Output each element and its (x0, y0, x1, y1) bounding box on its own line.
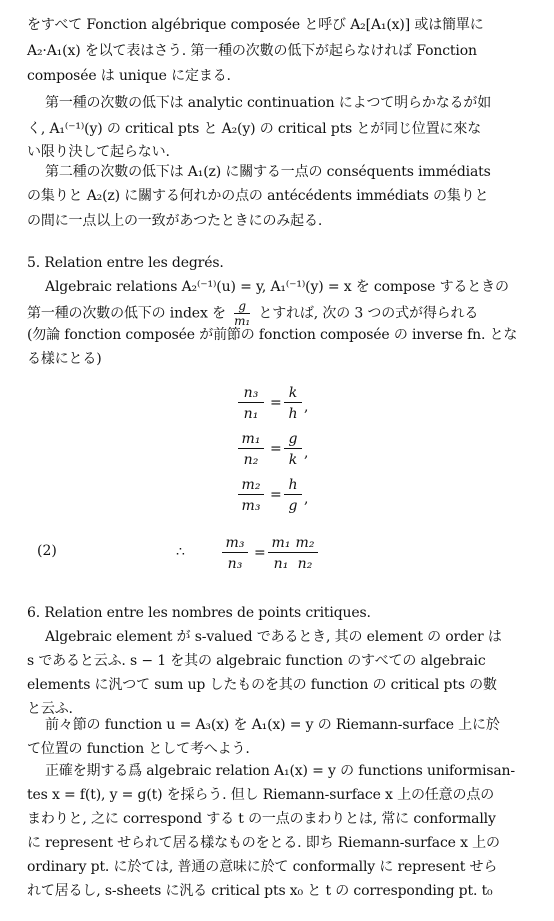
equals-sign: = (254, 545, 266, 561)
fraction (268, 534, 294, 572)
equation-2-labeled (0, 534, 554, 574)
fraction (238, 430, 264, 468)
text-line: Algebraic element が s-valued であるとき, 其の element の order は (45, 629, 502, 645)
fraction-numerator: g (238, 299, 246, 313)
text-line-with-fraction (27, 300, 478, 327)
fraction (222, 534, 248, 572)
fraction-bar (238, 494, 264, 495)
fraction-bar (238, 448, 264, 449)
text-line: composée は unique に定まる. (27, 68, 231, 84)
text-segment: 第一種の次數の低下の index を (27, 305, 226, 322)
fraction (284, 430, 302, 468)
fraction-bar (284, 494, 302, 495)
equation-number: (2) (37, 543, 57, 559)
text-line: まわりと, 之に correspond する t の一点のまわりとは, 常に conformally (27, 811, 496, 827)
fraction-denominator: k (288, 452, 298, 468)
text-line: s であると云ふ. s − 1 を其の algebraic function のすべての algebraic (27, 653, 486, 669)
fraction (292, 534, 318, 572)
index-fraction (234, 300, 250, 327)
text-line: て位置の function として考へよう. (27, 741, 250, 757)
fraction-denominator: n₁ (273, 556, 289, 572)
fraction-numerator: m₂ (295, 535, 315, 551)
fraction (238, 384, 264, 422)
text-line: る樣にとる) (27, 351, 102, 367)
fraction-numerator: n₃ (243, 385, 259, 401)
fraction (284, 384, 302, 422)
fraction-denominator: n₂ (243, 452, 259, 468)
fraction-numerator: m₁ (271, 535, 291, 551)
text-line: に represent せられて居る樣なものをとる. 即ち Riemann-surface x 上の (27, 835, 500, 851)
text-line: Algebraic relations A₂⁽⁻¹⁾(u) = y, A₁⁽⁻¹⁾(y) = x を compose するときの (45, 279, 509, 295)
fraction-numerator: m₃ (225, 535, 245, 551)
fraction-numerator: m₁ (241, 431, 261, 447)
equals-sign: = (270, 487, 282, 503)
text-line: 前々節の function u = A₃(x) を A₁(x) = y の Riemann-surface 上に於 (45, 717, 500, 733)
fraction-denominator: m₃ (241, 498, 261, 514)
comma: , (304, 491, 309, 507)
text-line: elements に汎つて sum up したものを其の function の critical pts の數 (27, 677, 497, 693)
text-line: 第二種の次數の低下は A₁(z) に關する一点の conséquents immédiats (45, 164, 491, 180)
fraction-numerator: k (288, 385, 298, 401)
fraction-denominator: n₁ (243, 406, 259, 422)
fraction-bar (284, 402, 302, 403)
fraction-bar (222, 552, 248, 553)
text-line: ordinary pt. に於ては, 普通の意味に於て conformally に represent せら (27, 859, 498, 875)
fraction-bar (238, 402, 264, 403)
equals-sign: = (270, 441, 282, 457)
text-line: と云ふ. (27, 701, 73, 717)
text-line: く, A₁⁽⁻¹⁾(y) の critical pts と A₂(y) の critical pts とが同じ位置に來な (27, 121, 482, 137)
fraction-bar (268, 552, 294, 553)
text-line: 第一種の次數の低下は analytic continuation によつて明らかなるが如 (45, 95, 492, 111)
fraction-denominator: n₃ (227, 556, 243, 572)
text-line: (勿論 fonction composée が前節の fonction composée の inverse fn. とな (27, 327, 518, 343)
fraction (238, 476, 264, 514)
text-line: A₂·A₁(x) を以て表はさう. 第一種の次數の低下が起らなければ Fonction (27, 43, 477, 59)
section-heading-6: 6. Relation entre les nombres de points critiques. (27, 605, 371, 621)
text-line: れて居るし, s-sheets に汎る critical pts x₀ と t の corresponding pt. t₀ (27, 883, 493, 899)
text-line: い限り決して起らない. (27, 144, 170, 160)
text-line: tes x = f(t), y = g(t) を採らう. 但し Riemann-surface x 上の任意の点の (27, 787, 495, 803)
text-line: の間に一点以上の一致があつたときにのみ起る. (27, 213, 323, 229)
fraction-denominator: n₂ (297, 556, 313, 572)
fraction (284, 476, 302, 514)
comma: , (304, 399, 309, 415)
fraction-denominator: m₁ (234, 314, 251, 328)
fraction-numerator: m₂ (241, 477, 261, 493)
fraction-bar (292, 552, 318, 553)
comma: , (304, 445, 309, 461)
text-line: 正確を期する爲 algebraic relation A₁(x) = y の functions uniformisan- (45, 763, 516, 779)
fraction-numerator: h (288, 477, 298, 493)
therefore-symbol: ∴ (176, 544, 185, 560)
text-segment: とすれば, 次の 3 つの式が得られる (258, 305, 479, 322)
fraction-denominator: h (288, 406, 298, 422)
text-line: の集りと A₂(z) に關する何れかの点の antécédents immédiats の集りと (27, 188, 489, 204)
section-heading-5: 5. Relation entre les degrés. (27, 255, 224, 271)
fraction-denominator: g (288, 498, 298, 514)
equals-sign: = (270, 395, 282, 411)
fraction-numerator: g (288, 431, 298, 447)
text-line: をすべて Fonction algébrique composée と呼び A₂[A₁(x)] 或は簡單に (27, 17, 484, 33)
fraction-bar (284, 448, 302, 449)
